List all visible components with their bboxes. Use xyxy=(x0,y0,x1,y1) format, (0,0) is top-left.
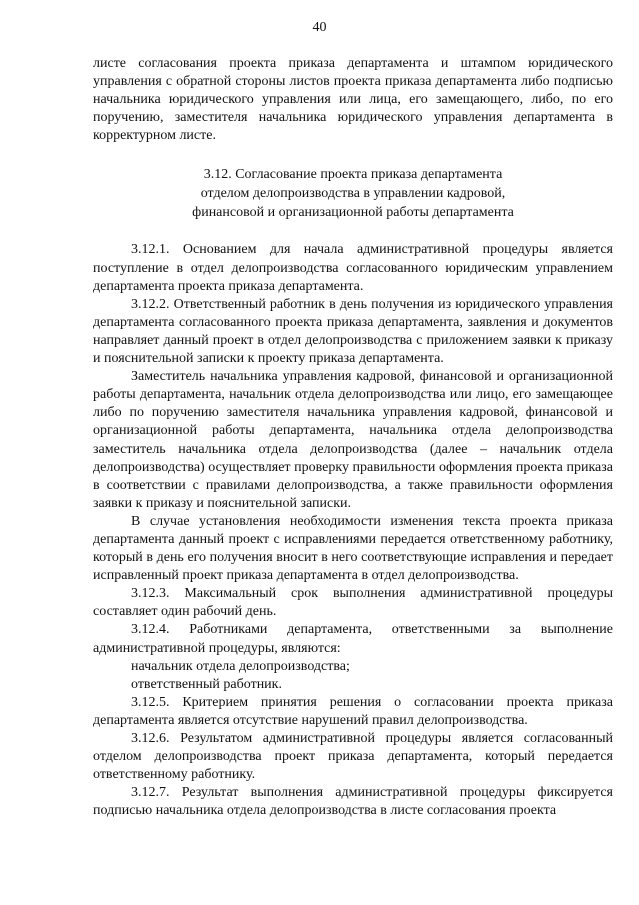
document-body xyxy=(93,55,613,820)
list-item: ответственный работник. xyxy=(131,676,282,692)
page-number: 40 xyxy=(312,20,327,35)
section-heading-line-3: финансовой и организационной работы департамента xyxy=(192,205,514,221)
paragraph-3-12-7: 3.12.7. Результат выполнения административной процедуры фиксируется подписью начальника отдела делопроизводства в листе согласования проекта xyxy=(93,785,613,819)
continuation-paragraph: листе согласования проекта приказа департамента и штампом юридического управления с обратной стороны листов проекта приказа департамента либо подписью начальника юридического управления или лица, его замещающего, либо, по его поручению, заместителя начальника юридического управления департамента в корректурном листе. xyxy=(93,56,613,144)
paragraph-3-12-5: 3.12.5. Критерием принятия решения о согласовании проекта приказа департамента является отсутствие нарушений правил делопроизводства. xyxy=(93,694,613,728)
paragraph-3-12-4: 3.12.4. Работниками департамента, ответственными за выполнение административной процедуры, являются: xyxy=(93,622,613,656)
paragraph-deputy: Заместитель начальника управления кадровой, финансовой и организационной работы департамента, начальник отдела делопроизводства или лицо, его замещающее либо по поручению заместителя начальника управления кадровой, финансовой и организационной работы департамента, начальника отдела делопроизводства заместитель начальника отдела делопроизводства (далее – начальник отдела делопроизводства) осуществляет проверку правильности оформления проекта приказа в соответствии с правилами делопроизводства, а также правильности оформления заявки к приказу и пояснительной записки. xyxy=(93,369,613,511)
paragraph-3-12-2: 3.12.2. Ответственный работник в день получения из юридического управления департамента согласованного проекта приказа департамента, заявления и документов направляет данный проект в отдел делопроизводства с приложением заявки к приказу и пояснительной записки к проекту приказа департамента. xyxy=(93,296,613,367)
paragraph-changes: В случае установления необходимости изменения текста проекта приказа департамента данный проект с исправлениями передается ответственному работнику, который в день его получения вносит в него соответствующие исправления и передает исправленный проект приказа департамента в отдел делопроизводства. xyxy=(93,513,613,584)
paragraph-3-12-6: 3.12.6. Результатом административной процедуры является согласованный отделом делопроизводства проект приказа департамента, который передается ответственному работнику. xyxy=(93,731,613,783)
section-heading-line-2: отделом делопроизводства в управлении кадровой, xyxy=(200,186,506,202)
paragraph-3-12-1: 3.12.1. Основанием для начала административной процедуры является поступление в отдел делопроизводства согласованного юридическим управлением департамента проекта приказа департамента. xyxy=(93,242,613,294)
list-item: начальник отдела делопроизводства; xyxy=(131,658,350,674)
section-heading xyxy=(93,165,613,222)
section-heading-line-1: 3.12. Согласование проекта приказа департамента xyxy=(203,167,503,183)
paragraph-3-12-3: 3.12.3. Максимальный срок выполнения административной процедуры составляет один рабочий день. xyxy=(93,586,613,620)
